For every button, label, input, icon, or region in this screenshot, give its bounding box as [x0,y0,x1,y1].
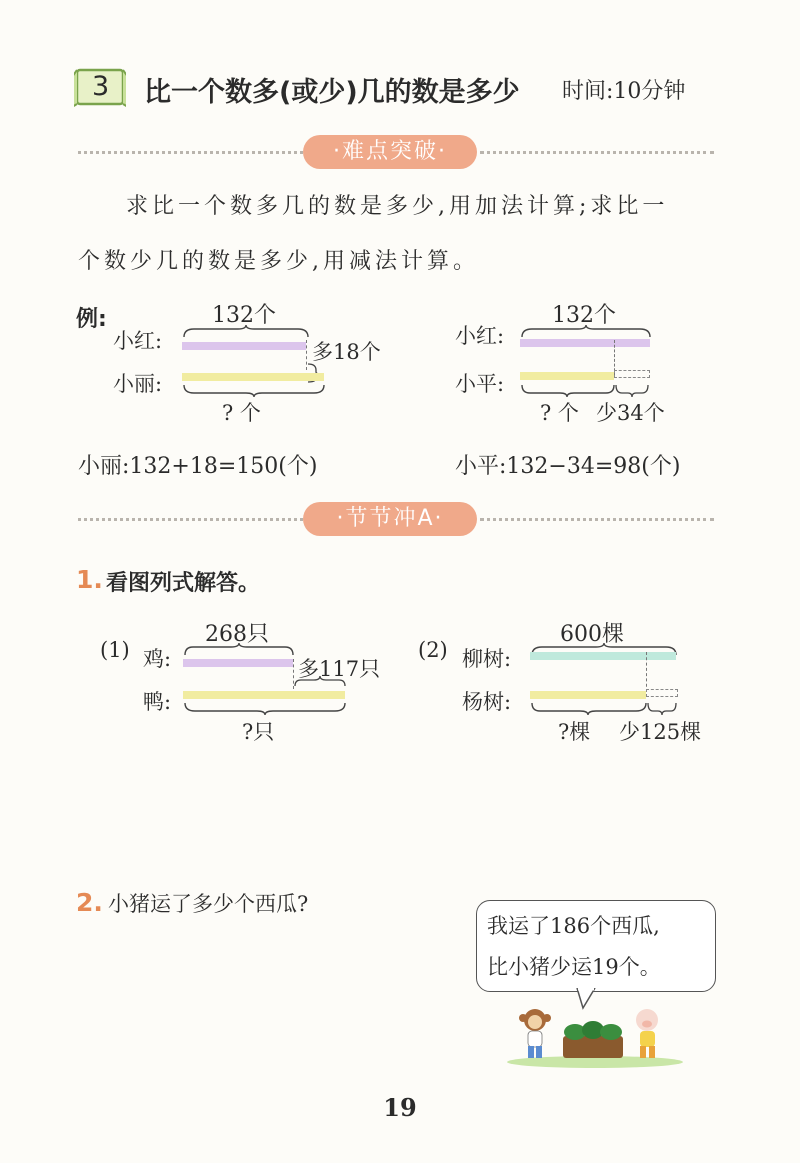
brace-bottom-small-icon [646,701,678,715]
q1-part1-unknown: ?只 [242,720,275,744]
question-2-prompt: 小猪运了多少个西瓜? [108,892,309,916]
section-label-difficulty: ·难点突破· [303,135,477,169]
brace-top-icon [183,643,295,657]
bar-xiaohong-right [520,339,650,347]
bubble-line-1: 我运了186个西瓜, [487,914,660,938]
question-2-number: 2. [76,888,103,917]
question-1-prompt: 看图列式解答。 [106,571,261,596]
example-label: 例: [76,307,107,332]
intro-line-1: 求比一个数多几的数是多少,用加法计算;求比一 [126,194,669,219]
divider-right [480,151,714,154]
example-right-row1: 小红: [455,324,505,348]
q1-part2-diff: 少125棵 [619,720,702,744]
brace-bottom-small-icon [614,383,650,397]
bar-xiaoping [520,372,614,380]
q1-part2-unknown: ?棵 [558,720,591,744]
q1-part1-row1: 鸡: [143,647,172,671]
example-left-diff: 多18个 [312,340,381,364]
bar-willow [530,652,676,660]
brace-top-icon [182,325,310,339]
bar-xiaoli [182,373,324,381]
bar-chicken [183,659,293,667]
brace-bottom-icon [183,701,347,715]
example-left-row1: 小红: [113,329,163,353]
q1-part1-label: (1) [100,638,130,662]
q1-part1-diff: 多117只 [298,657,381,681]
brace-top-small-icon [293,676,347,688]
bar-missing [646,689,678,697]
lesson-number: 3 [92,71,110,102]
brace-bottom-icon [182,383,326,397]
example-right-diff: 少34个 [596,401,665,425]
monkey-pig-watermelon-illustration [505,1000,685,1068]
example-right-row2: 小平: [455,372,505,396]
q1-part2-label: (2) [418,638,448,662]
divider-left [78,151,303,154]
brace-bottom-icon [520,383,616,397]
q1-part1-row2: 鸭: [143,690,172,714]
example-left-row2: 小丽: [113,372,163,396]
q1-part2-total: 600棵 [560,622,624,647]
example-right-unknown: ? 个 [540,401,579,425]
bar-xiaohong [182,342,306,350]
example-left-equation: 小丽:132+18=150(个) [78,454,318,479]
bar-poplar [530,691,646,699]
section-label-practice: ·节节冲A· [303,502,477,536]
example-right-total: 132个 [552,303,616,328]
q1-part2-row2: 杨树: [462,690,512,714]
time-label: 时间:10分钟 [562,79,686,104]
question-1-number: 1. [76,565,103,594]
divider-right [480,518,714,521]
brace-top-icon [520,325,652,339]
q1-part1-total: 268只 [205,622,269,647]
bar-duck [183,691,345,699]
example-left-total: 132个 [212,303,276,328]
intro-line-2: 个数少几的数是多少,用减法计算。 [78,249,479,274]
divider-left [78,518,303,521]
page-title: 比一个数多(或少)几的数是多少 [144,77,520,108]
bar-marker [646,652,647,692]
example-right-equation: 小平:132−34=98(个) [455,454,681,479]
bubble-line-2: 比小猪少运19个。 [487,955,661,979]
brace-bottom-icon [530,701,648,715]
page-number: 19 [383,1093,417,1122]
example-left-unknown: ? 个 [222,401,261,425]
bar-missing [614,370,650,378]
q1-part2-row1: 柳树: [462,647,512,671]
